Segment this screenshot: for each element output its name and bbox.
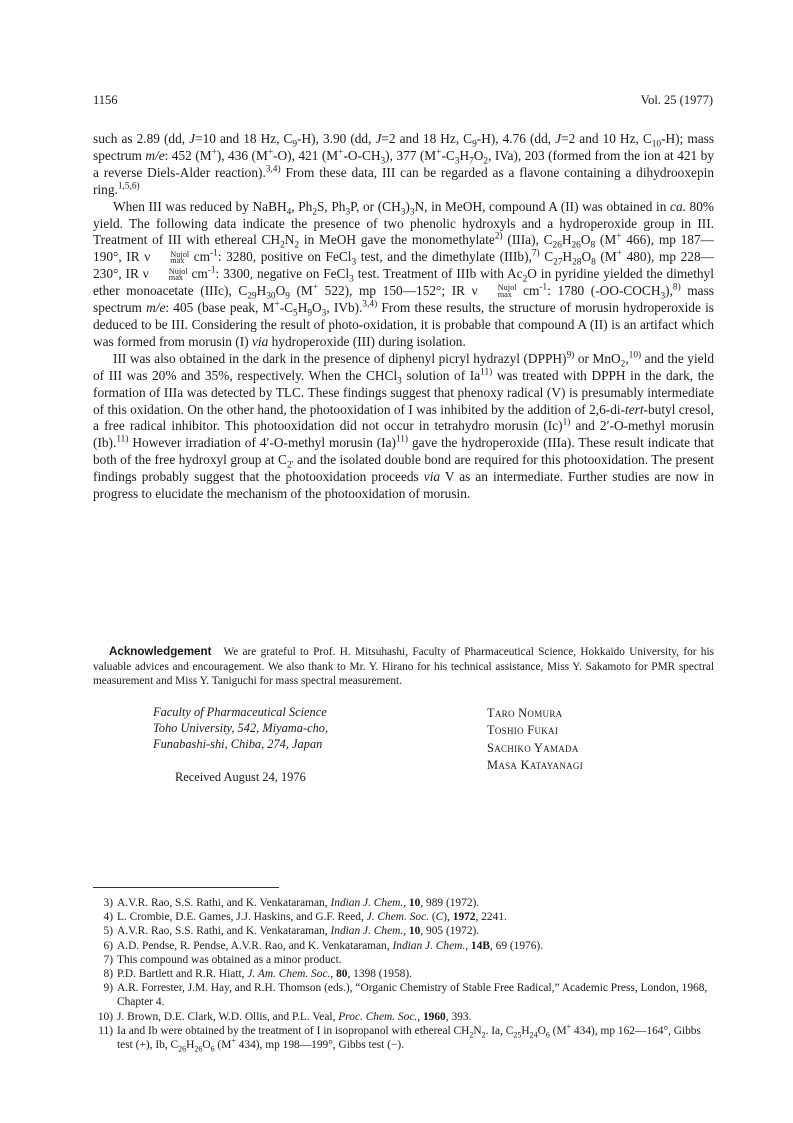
reference-item: 3) A.V.R. Rao, S.S. Rathi, and K. Venkataraman, Indian J. Chem., 10, 989 (1972). (103, 897, 480, 909)
author-list (487, 705, 717, 774)
reference-item: 11) Ia and Ib were obtained by the treatment of I in isopropanol with ethereal $CH_2N_2$. Ia, $C_{25}H_{24}O_6$ (M+ 434), mp 162—164°, Gibbs test (+), Ib, $C_{26}H_{26}O_6$ (M+ 434), mp 198—199°, Gibbs test (−). (98, 1022, 701, 1054)
reference-item: 7) This compound was obtained as a minor product. (103, 953, 342, 966)
author-name: Sachiko Yamada (487, 740, 579, 755)
author-name: Taro Nomura (487, 706, 563, 720)
acknowledgement-heading: Acknowledgement (109, 645, 212, 658)
reference-item: 8) P.D. Bartlett and R.R. Hiatt, J. Am. Chem. Soc., 80, 1398 (1958). (103, 968, 412, 981)
affiliation-line: Toho University, 542, Miyama-cho, (153, 720, 329, 735)
footnote-divider (93, 887, 279, 888)
paragraph-reduction: When III was reduced by NaBH$_4$, $Ph_2S$, $Ph_3P$, or $(CH_3)_3N$, in MeOH, compound A (II) was obtained in ca. 80% yield. The following data indicate the presence of two phenolic hydroxyls and a hydroperoxide group in III. Treatment of III with ethereal $CH_2N_2$ in MeOH gave the monomethylate$^{2)}$ (IIIa), $C_{26}H_{26}O_8$ (M+ 466), mp 187—190°, IR ν Nujol max $cm^{-1}$: 3280, positive on FeCl$_3$ test, and the dimethylate (IIIb),$^{7)}$ $C_{27}H_{28}O_8$ (M+ 480), mp 228—230°, IR ν Nujol max $cm^{-1}$: 3300, negative on FeCl$_3$ test. Treatment of IIIb with $Ac_2O$ in pyridine yielded the dimethyl ether monoacetate (IIIc), $C_{29}H_{30}O_9$ (M+ 522), mp 150—152°; IR ν Nujol max $cm^{-1}$: 1780 $(-OO-COCH_3),^{8)}$ mass spectrum m/e: 405 (base peak, $M^+-C_5H_9O_3$, IVb).$^{3,4)}$ From these results, the structure of morusin hydroperoxide is deduced to be III. Considering the result of photo-oxidation, it is probable that compound A (II) is an artifact which was formed from morusin (I) via hydroperoxide (III) during isolation. (93, 198, 715, 349)
author-name: Masa Katayanagi (487, 757, 584, 772)
paragraph-dark-oxidation: III was also obtained in the dark in the presence of diphenyl picryl hydrazyl (DPPH)$^{9)}$ or MnO$_2$,$^{10)}$ and the yield of III was 20% and 35%, respectively. When the CHCl$_3$ solution of Ia$^{11)}$ was treated with DPPH in the dark, the formation of IIIa was detected by TLC. These findings suggest that phenoxy radical (V) is presumably intermediate of this oxidation. On the other hand, the photooxidation of I was inhibited by the addition of 2,6-di-tert-butyl cresol, a free radical inhibitor. This photooxidation did not occur in tetrahydro morusin $(Ic)^{1)}$ and 2′-O-methyl morusin (Ib).$^{11)}$ However irradiation of 4′-O-methyl morusin $(Ia)^{11)}$ gave the hydroperoxide (IIIa). These result indicate that both of the free hydroxyl group at $C_{2'}$ and the isolated double bond are required for this photooxidation. The present findings probably suggest that the photooxidation proceeds via V as an intermediate. Further studies are now in progress to elucidate the mechanism of the photooxidation of morusin. (93, 350, 715, 502)
reference-item: 4) L. Crombie, D.E. Games, J.J. Haskins, and G.F. Reed, J. Chem. Soc. (C), 1972, 2241. (103, 911, 507, 924)
affiliation-line: Faculty of Pharmaceutical Science (153, 705, 327, 719)
running-header (93, 93, 713, 109)
reference-item: 9) A.R. Forrester, J.M. Hay, and R.H. Thomson (eds.), “Organic Chemistry of Stable Free Radical,” Academic Press, London, 1968, Chapter 4. (103, 982, 708, 1009)
reference-list (93, 896, 714, 1052)
main-text (93, 131, 714, 503)
author-name: Toshio Fukai (487, 723, 559, 738)
reference-item: 6) A.D. Pendse, R. Pendse, A.V.R. Rao, and K. Venkataraman, Indian J. Chem., 14B, 69 (1976). (103, 939, 544, 952)
reference-item: 10) J. Brown, D.E. Clark, W.D. Ollis, and P.L. Veal, Proc. Chem. Soc., 1960, 393. (97, 1010, 472, 1023)
received-date: Received August 24, 1976 (175, 770, 306, 784)
page-number: 1156 (93, 93, 118, 107)
journal-volume: Vol. 25 (1977) (640, 93, 713, 107)
reference-item: 5) A.V.R. Rao, S.S. Rathi, and K. Venkataraman, Indian J. Chem., 10, 905 (1972). (103, 925, 480, 938)
acknowledgement-text: We are grateful to Prof. H. Mitsuhashi, Faculty of Pharmaceutical Science, Hokkaido University, for his valuable advices and encouragement. We also thank to Mr. Y. Hirano for his technical assistance, Miss Y. Sakamoto for PMR spectral measurement and Miss Y. Taniguchi for mass spectral measurement. (93, 646, 714, 688)
paragraph-continued: such as 2.89 (dd, J=10 and 18 Hz, $C_9-H$), 3.90 (dd, J=2 and 18 Hz, $C_9-H$), 4.76 (dd, J=2 and 10 Hz, $C_{10}-H$); mass spectrum m/e: 452 (M+), 436 (M+-O), 421 $(M^+-O-CH_3)$, 377 ($M^+-C_3H_7O_2$, IVa), 203 (formed from the ion at 421 by a reverse Diels-Alder reaction).$^{3,4)}$ From these data, III can be regarded as a flavone containing a dihydrooxepin ring.$^{1,5,6)}$ (93, 131, 715, 197)
affiliation-line: Funabashi-shi, Chiba, 274, Japan (153, 736, 323, 751)
acknowledgement (93, 645, 714, 689)
affiliation (153, 705, 473, 752)
